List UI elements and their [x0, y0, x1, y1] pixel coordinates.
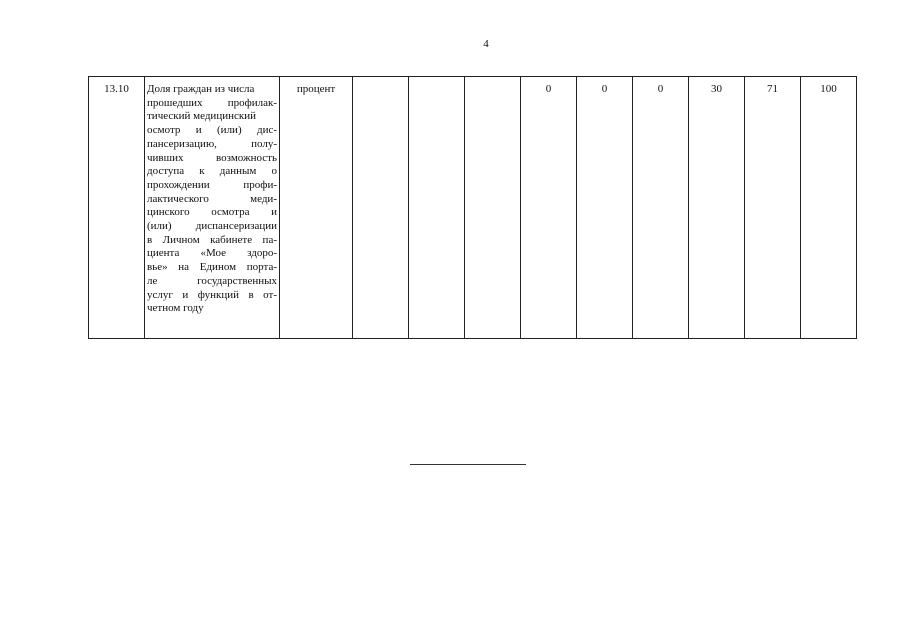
value-cell: 0 — [633, 77, 689, 339]
closing-rule — [410, 464, 526, 465]
value-cell: 30 — [689, 77, 745, 339]
value-cell — [409, 77, 465, 339]
indicator-name-line: цинского осмотра и — [147, 206, 277, 219]
indicator-name-line: лактического меди- — [147, 192, 277, 205]
indicator-name-line: Доля граждан из числа — [147, 83, 255, 95]
value-cell: 100 — [801, 77, 857, 339]
indicator-name-line: пансеризацию, полу- — [147, 137, 277, 150]
value-cell: 0 — [521, 77, 577, 339]
indicator-table — [88, 76, 857, 339]
indicator-name-line: четном году — [147, 302, 204, 315]
page-number: 4 — [483, 38, 489, 50]
value-cell: 0 — [577, 77, 633, 339]
indicator-name-line: чивших возможность — [147, 151, 277, 164]
indicator-name-line: в Личном кабинете па- — [147, 233, 277, 246]
indicator-name-line: (или) диспансеризации — [147, 220, 277, 233]
unit-cell: процент — [280, 77, 353, 339]
value-cell: 71 — [745, 77, 801, 339]
row-number-cell: 13.10 — [89, 77, 145, 339]
table-row — [89, 77, 857, 339]
indicator-name-cell — [145, 77, 280, 339]
indicator-name-line: прохождении профи- — [147, 178, 277, 191]
indicator-name-line: ле государственных — [147, 274, 277, 287]
indicator-name-line: вье» на Едином порта- — [147, 261, 277, 274]
indicator-name-line: осмотр и (или) дис- — [147, 124, 277, 137]
indicator-name-line: доступа к данным о — [147, 165, 277, 178]
value-cell — [465, 77, 521, 339]
indicator-name-line: услуг и функций в от- — [147, 288, 277, 301]
indicator-name-line: циента «Мое здоро- — [147, 247, 277, 260]
indicator-name-line: тический медицинский — [147, 110, 256, 123]
value-cell — [353, 77, 409, 339]
indicator-name-line: прошедших профилак- — [147, 96, 277, 109]
